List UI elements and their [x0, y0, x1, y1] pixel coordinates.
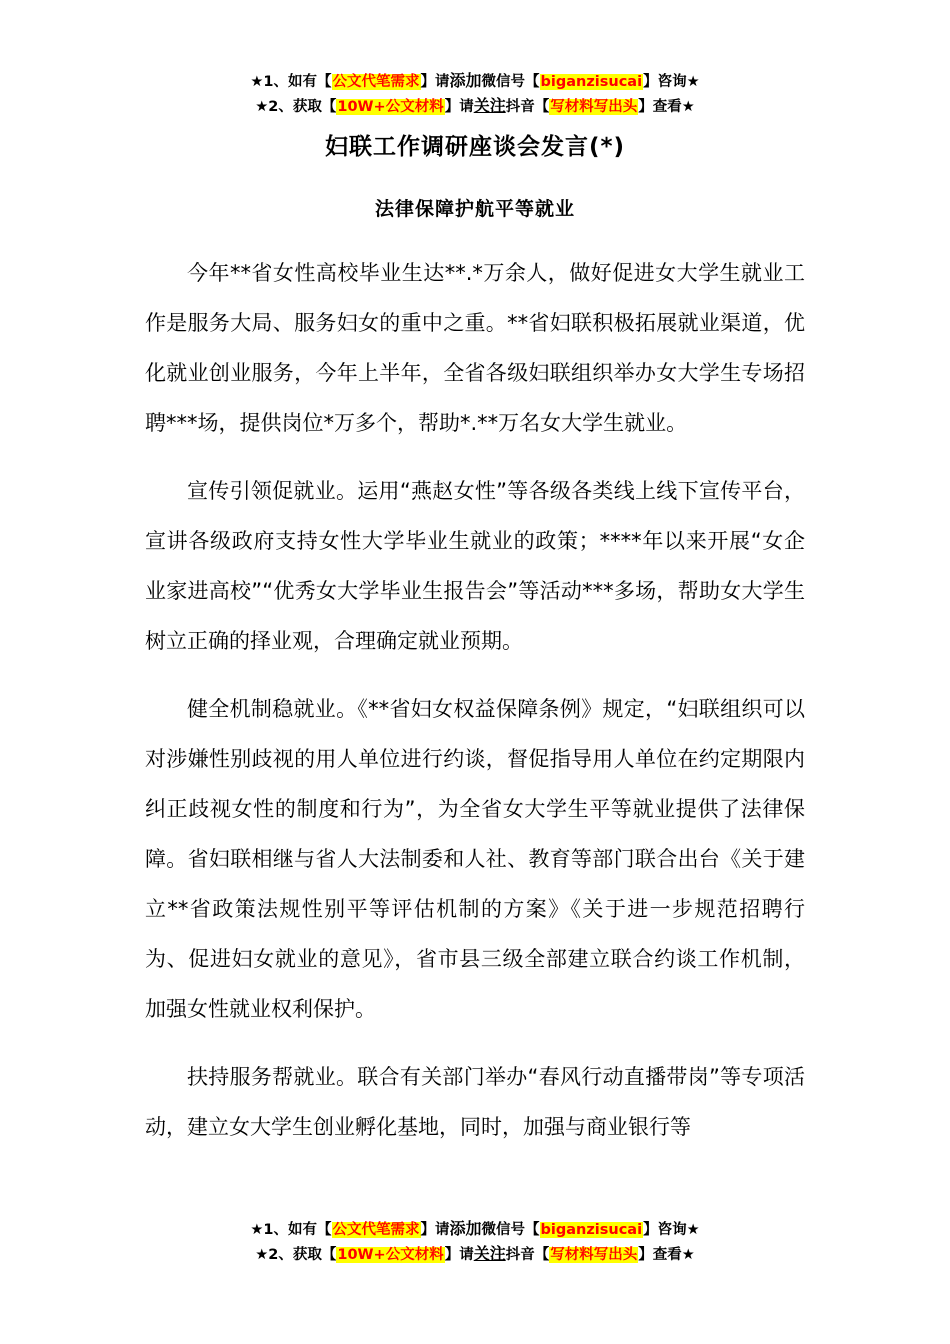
- highlight-materials: 10W+公文材料: [337, 99, 444, 115]
- paragraph-publicity: 宣传引领促就业。运用“燕赵女性”等各级各类线上线下宣传平台，宣讲各级政府支持女性大学毕业生就业的政策；****年以来开展“女企业家进高校”“优秀女大学毕业生报告会”等活动***多场，帮助女大学生树立正确的择业观，合理确定就业预期。: [145, 479, 805, 653]
- promo-line-2: ★2、获取【10W+公文材料】请关注抖音【写材料写出头】查看★: [255, 1244, 695, 1263]
- promo-line-1: ★1、如有【公文代笔需求】请添加微信号【biganzisucai】咨询★: [250, 1219, 700, 1238]
- document-title: 妇联工作调研座谈会发言(*): [324, 134, 626, 160]
- highlight-douyin-account: 写材料写出头: [550, 1247, 638, 1263]
- promo-banner-top: [0, 69, 950, 119]
- promo-line-2: ★2、获取【10W+公文材料】请关注抖音【写材料写出头】查看★: [255, 96, 695, 115]
- promo-banner-bottom: [0, 1217, 950, 1267]
- paragraph-intro: 今年**省女性高校毕业生达**.*万余人，做好促进女大学生就业工作是服务大局、服务妇女的重中之重。**省妇联积极拓展就业渠道，优化就业创业服务，今年上半年，全省各级妇联组织举办女大学生专场招聘***场，提供岗位*万多个，帮助*.**万名女大学生就业。: [145, 261, 805, 435]
- highlight-materials: 10W+公文材料: [337, 1247, 444, 1263]
- document-body: [145, 248, 805, 1170]
- highlight-wechat-id: biganzisucai: [540, 1222, 643, 1238]
- highlight-wechat-id: biganzisucai: [540, 74, 643, 90]
- document-subtitle: 法律保障护航平等就业: [374, 198, 575, 220]
- highlight-service: 公文代笔需求: [332, 1222, 420, 1238]
- paragraph-mechanism: 健全机制稳就业。《**省妇女权益保障条例》规定，“妇联组织可以对涉嫌性别歧视的用人单位进行约谈，督促指导用人单位在约定期限内纠正歧视女性的制度和行为”，为全省女大学生平等就业提供了法律保障。省妇联相继与省人大法制委和人社、教育等部门联合出台《关于建立**省政策法规性别平等评估机制的方案》《关于进一步规范招聘行为、促进妇女就业的意见》，省市县三级全部建立联合约谈工作机制，加强女性就业权利保护。: [145, 697, 805, 1021]
- paragraph-support: 扶持服务帮就业。联合有关部门举办“春风行动直播带岗”等专项活动，建立女大学生创业孵化基地，同时，加强与商业银行等: [145, 1065, 805, 1139]
- highlight-service: 公文代笔需求: [332, 74, 420, 90]
- highlight-douyin-account: 写材料写出头: [550, 99, 638, 115]
- promo-line-1: ★1、如有【公文代笔需求】请添加微信号【biganzisucai】咨询★: [250, 71, 700, 90]
